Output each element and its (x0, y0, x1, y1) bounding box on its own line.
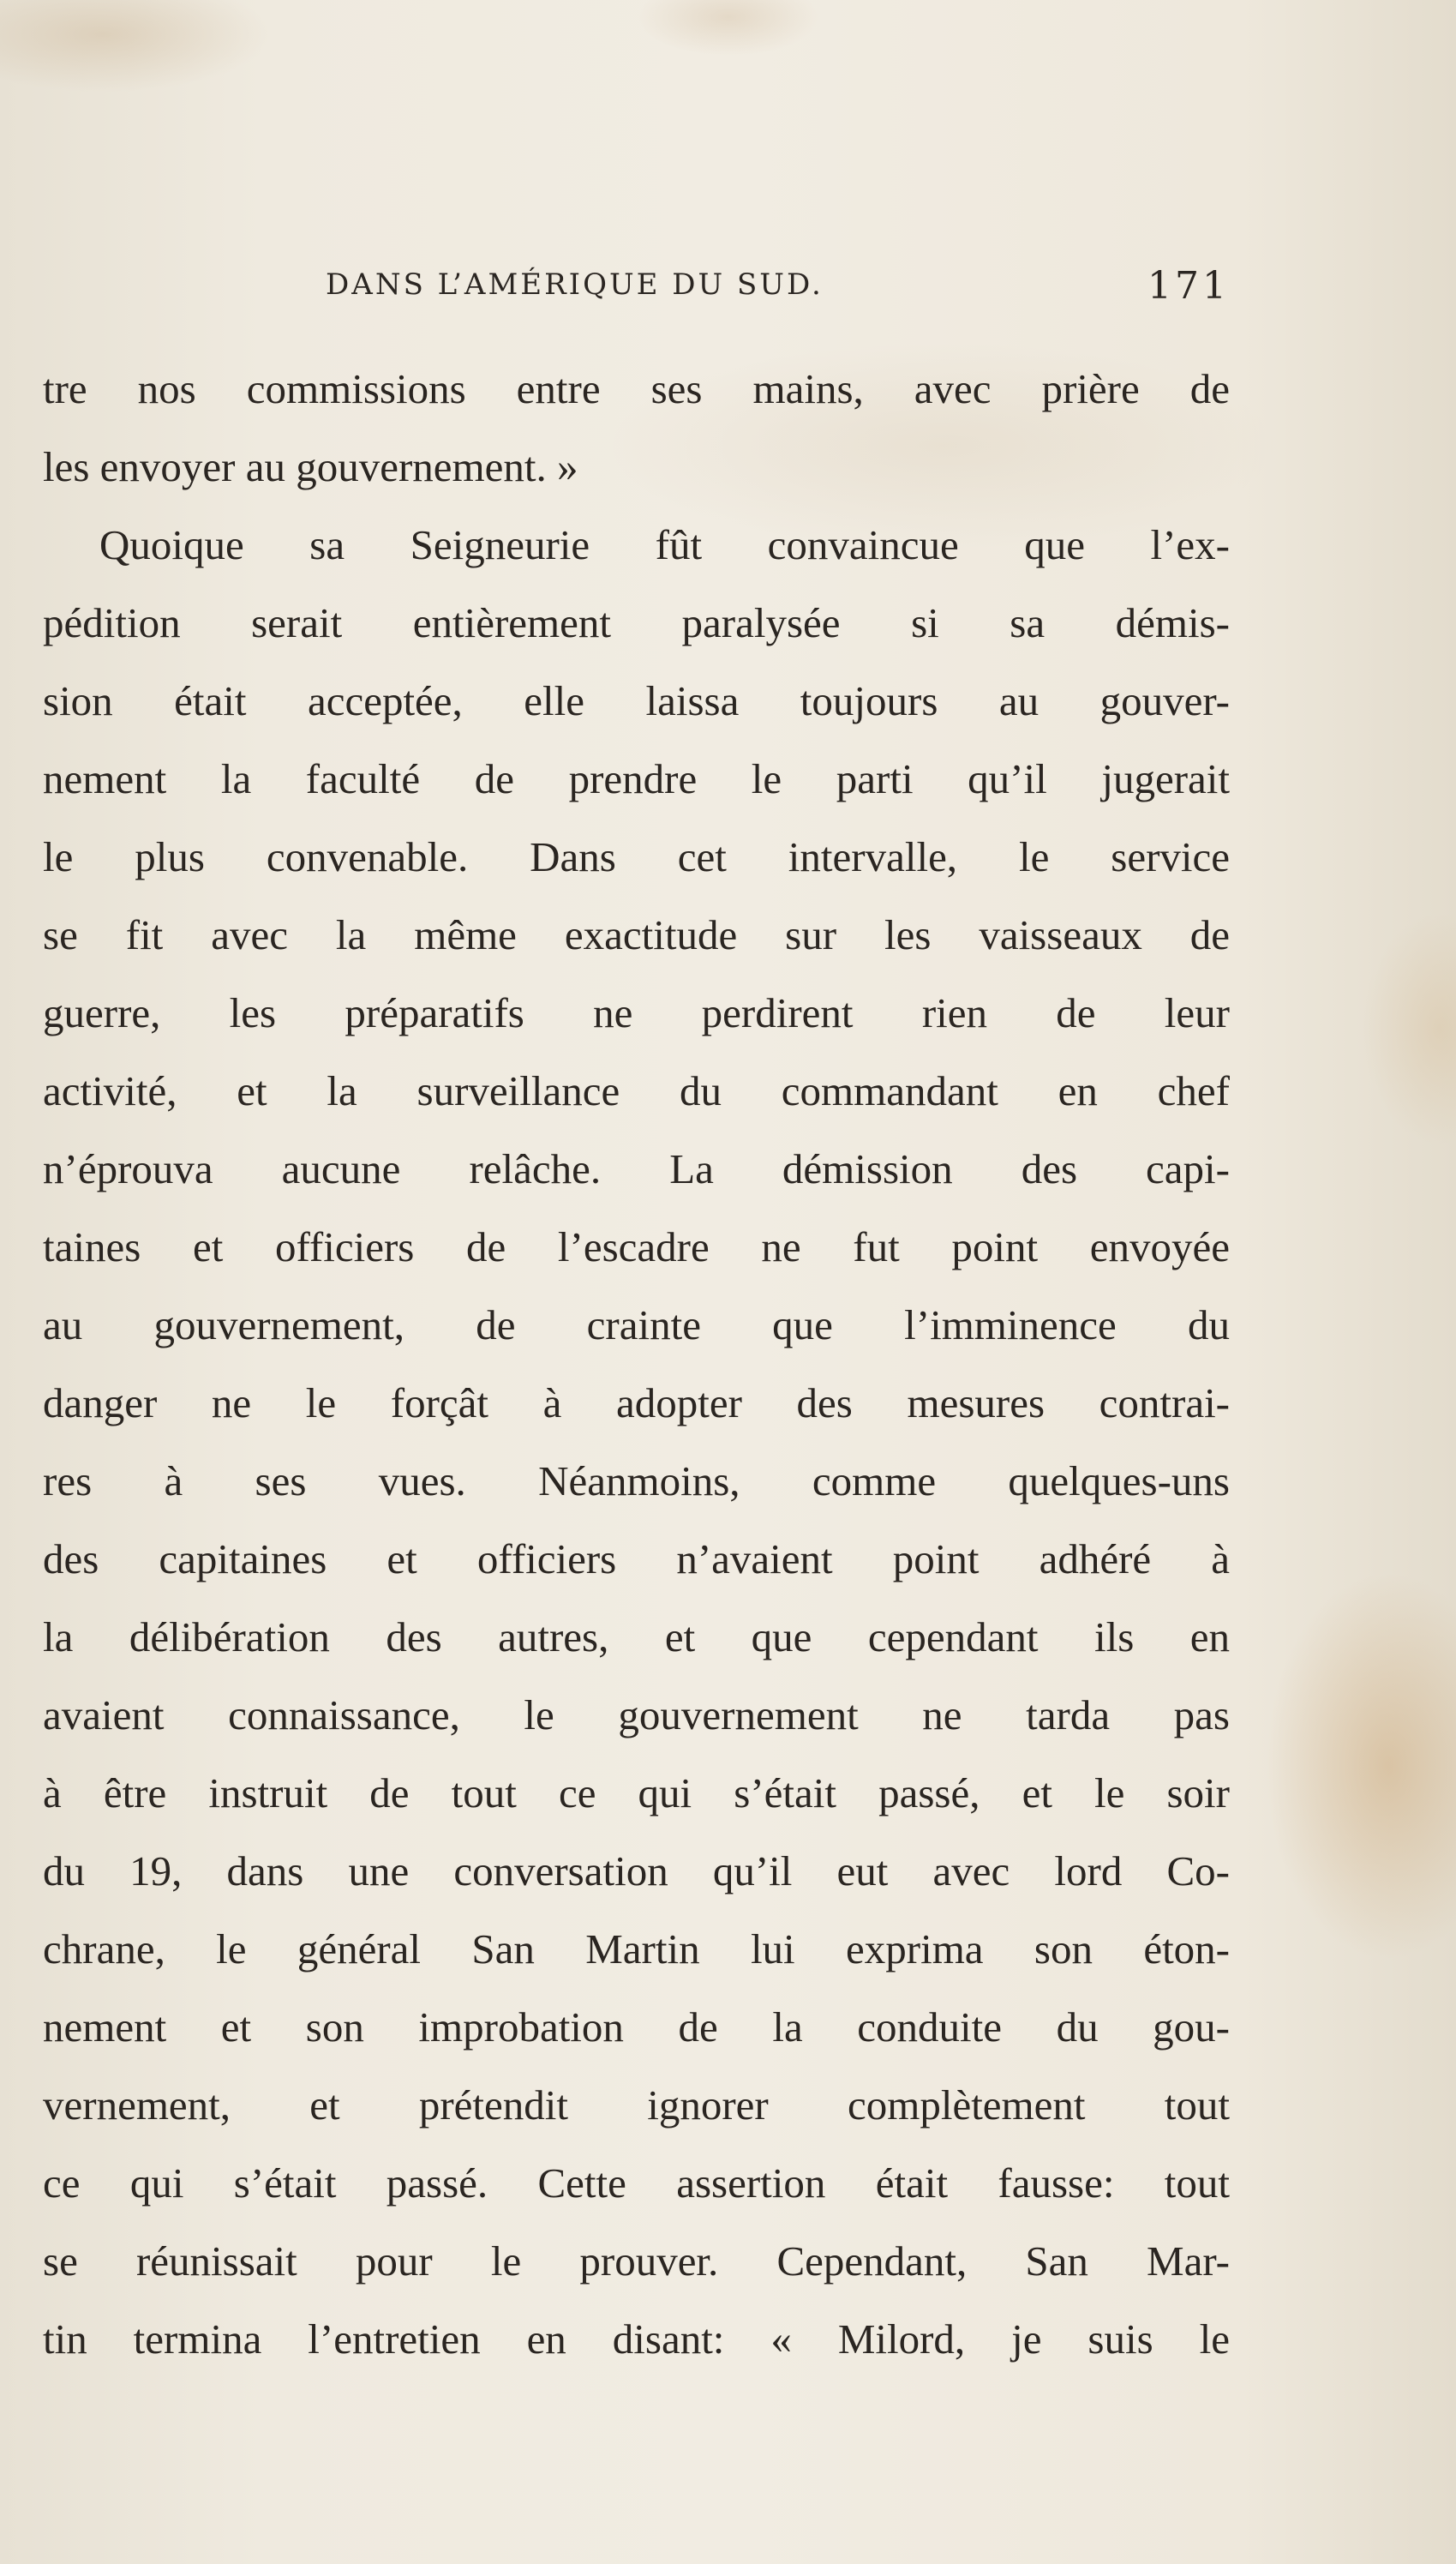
body-text (43, 350, 1230, 2378)
text-line: chrane, le général San Martin lui exprima son éton- (43, 1925, 1230, 1973)
text-line: du 19, dans une conversation qu’il eut avec lord Co- (43, 1847, 1230, 1894)
text-line: guerre, les préparatifs ne perdirent rien de leur (43, 989, 1230, 1036)
running-head (326, 264, 1230, 310)
text-line: pédition serait entièrement paralysée si sa démis- (43, 599, 1230, 646)
running-title: DANS L’AMÉRIQUE DU SUD. (326, 267, 824, 302)
paragraph-first-line: Quoique sa Seigneurie fût convaincue que l’ex- (99, 521, 1230, 568)
text-line: les envoyer au gouvernement. » (43, 443, 578, 490)
text-line: sion était acceptée, elle laissa toujours au gouver- (43, 677, 1230, 724)
text-line: taines et officiers de l’escadre ne fut point envoyée (43, 1223, 1230, 1270)
text-line: se fit avec la même exactitude sur les vaisseaux de (43, 911, 1230, 958)
text-line: nement la faculté de prendre le parti qu’il jugerait (43, 755, 1230, 802)
text-line: la délibération des autres, et que cependant ils en (43, 1613, 1230, 1660)
text-line: se réunissait pour le prouver. Cependant, San Mar- (43, 2237, 1230, 2285)
text-line: tre nos commissions entre ses mains, avec prière de (43, 365, 1230, 412)
text-line: n’éprouva aucune relâche. La démission des capi- (43, 1145, 1230, 1192)
text-line: le plus convenable. Dans cet intervalle, le service (43, 833, 1230, 880)
text-line: au gouvernement, de crainte que l’imminence du (43, 1301, 1230, 1348)
text-line: danger ne le forçât à adopter des mesures contrai- (43, 1379, 1230, 1426)
text-line: avaient connaissance, le gouvernement ne tarda pas (43, 1691, 1230, 1738)
page-number: 171 (1147, 264, 1230, 308)
text-line: tin termina l’entretien en disant: « Milord, je suis le (43, 2315, 1230, 2363)
text-line: activité, et la surveillance du commandant en chef (43, 1067, 1230, 1114)
text-line: nement et son improbation de la conduite du gou- (43, 2003, 1230, 2051)
text-line: res à ses vues. Néanmoins, comme quelques-uns (43, 1457, 1230, 1504)
text-line: à être instruit de tout ce qui s’était passé, et le soir (43, 1769, 1230, 1816)
text-line: vernement, et prétendit ignorer complètement tout (43, 2081, 1230, 2129)
text-line: ce qui s’était passé. Cette assertion était fausse: tout (43, 2159, 1230, 2207)
text-line: des capitaines et officiers n’avaient point adhéré à (43, 1535, 1230, 1582)
